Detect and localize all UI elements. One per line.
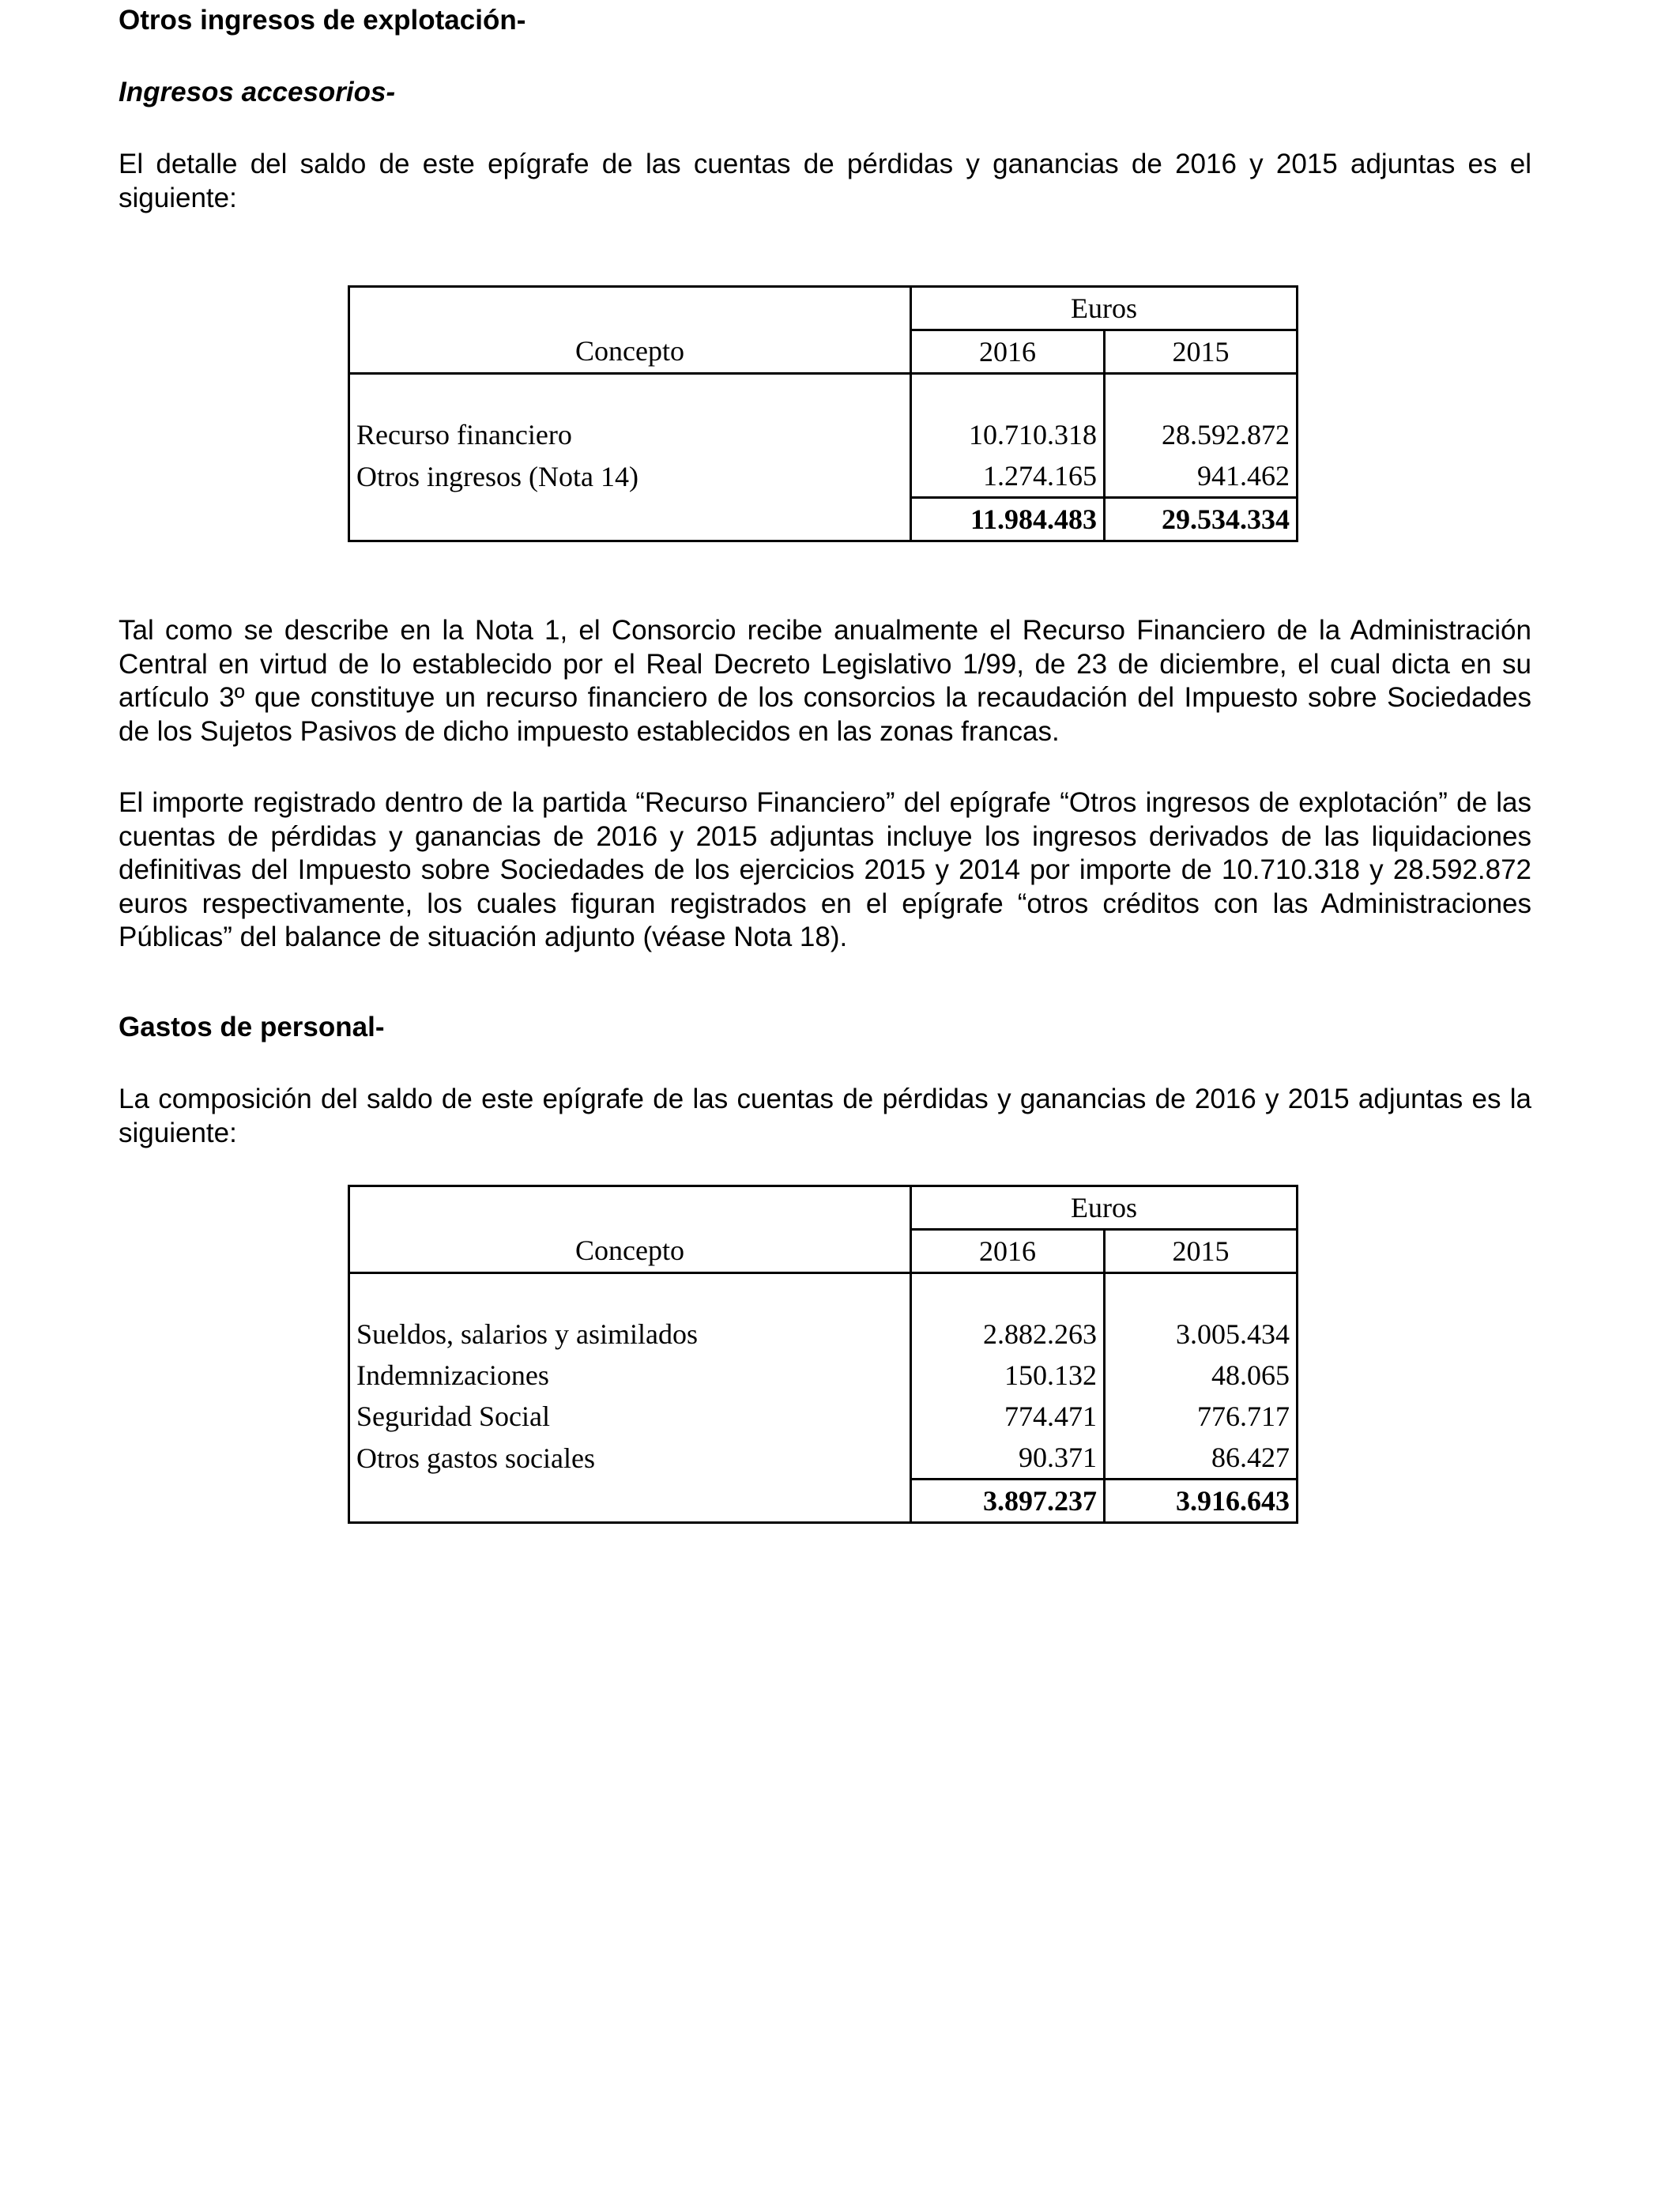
table-currency-header: Euros bbox=[911, 1186, 1298, 1230]
table-row bbox=[349, 1314, 1298, 1355]
table-total-row bbox=[349, 498, 1298, 541]
table-row bbox=[349, 1355, 1298, 1396]
table-concept-header: Concepto bbox=[349, 1230, 911, 1273]
row-label: Seguridad Social bbox=[356, 1400, 550, 1432]
table-row bbox=[349, 455, 1298, 498]
row-value-2016: 150.132 bbox=[911, 1355, 1105, 1396]
table-row bbox=[349, 1437, 1298, 1480]
row-value-2015: 941.462 bbox=[1105, 455, 1298, 498]
row-value-2015: 776.717 bbox=[1105, 1396, 1298, 1437]
table-currency-header: Euros bbox=[911, 287, 1298, 330]
table-row bbox=[349, 414, 1298, 455]
total-2015: 29.534.334 bbox=[1105, 498, 1298, 541]
table-row bbox=[349, 1396, 1298, 1437]
table-year-header-2016: 2016 bbox=[911, 1230, 1105, 1273]
table-concept-header: Concepto bbox=[349, 330, 911, 374]
table-total-row bbox=[349, 1480, 1298, 1523]
total-2015: 3.916.643 bbox=[1105, 1480, 1298, 1523]
table-year-header-2015: 2015 bbox=[1105, 330, 1298, 374]
section-heading-gastos-personal: Gastos de personal- bbox=[119, 1012, 385, 1042]
row-label: Otros ingresos (Nota 14) bbox=[356, 460, 638, 492]
row-label: Recurso financiero bbox=[356, 419, 572, 450]
row-value-2016: 10.710.318 bbox=[911, 414, 1105, 455]
row-value-2015: 48.065 bbox=[1105, 1355, 1298, 1396]
total-2016: 11.984.483 bbox=[911, 498, 1105, 541]
row-label: Indemnizaciones bbox=[356, 1359, 549, 1391]
paragraph-recurso-financiero: Tal como se describe en la Nota 1, el Consorcio recibe anualmente el Recurso Financiero de la Administración Central en virtud de lo establecido por el Real Decreto Legislativo 1/99, de 23 de diciembre, el cual dicta en su artículo 3º que constituye un recurso financiero de los consorcios la recaudación del Impuesto sobre Sociedades de los Sujetos Pasivos de dicho impuesto establecidos en las zonas francas. bbox=[119, 615, 1531, 747]
table-otros-ingresos bbox=[348, 285, 1298, 542]
table-year-header-2016: 2016 bbox=[911, 330, 1105, 374]
row-label: Otros gastos sociales bbox=[356, 1442, 595, 1474]
row-value-2016: 90.371 bbox=[911, 1437, 1105, 1480]
row-value-2016: 1.274.165 bbox=[911, 455, 1105, 498]
row-value-2015: 3.005.434 bbox=[1105, 1314, 1298, 1355]
paragraph-importe-registrado: El importe registrado dentro de la partida “Recurso Financiero” del epígrafe “Otros ingresos de explotación” de las cuentas de pérdidas y ganancias de 2016 y 2015 adjuntas incluye los ingresos derivados de las liquidaciones definitivas del Impuesto sobre Sociedades de los ejercicios 2015 y 2014 por importe de 10.710.318 y 28.592.872 euros respectivamente, los cuales figuran registrados en el epígrafe “otros créditos con las Administraciones Públicas” del balance de situación adjunto (véase Nota 18). bbox=[119, 787, 1531, 952]
section-heading-otros-ingresos: Otros ingresos de explotación- bbox=[119, 5, 526, 36]
total-2016: 3.897.237 bbox=[911, 1480, 1105, 1523]
row-value-2015: 28.592.872 bbox=[1105, 414, 1298, 455]
table-year-header-2015: 2015 bbox=[1105, 1230, 1298, 1273]
row-label: Sueldos, salarios y asimilados bbox=[356, 1318, 698, 1350]
row-value-2015: 86.427 bbox=[1105, 1437, 1298, 1480]
table-gastos-personal bbox=[348, 1185, 1298, 1524]
intro-paragraph-2: La composición del saldo de este epígrafe de las cuentas de pérdidas y ganancias de 2016 y 2015 adjuntas es la siguiente: bbox=[119, 1084, 1531, 1148]
subheading-ingresos-accesorios: Ingresos accesorios- bbox=[119, 77, 396, 107]
row-value-2016: 2.882.263 bbox=[911, 1314, 1105, 1355]
intro-paragraph-1: El detalle del saldo de este epígrafe de las cuentas de pérdidas y ganancias de 2016 y 2015 adjuntas es el siguiente: bbox=[119, 149, 1531, 213]
row-value-2016: 774.471 bbox=[911, 1396, 1105, 1437]
